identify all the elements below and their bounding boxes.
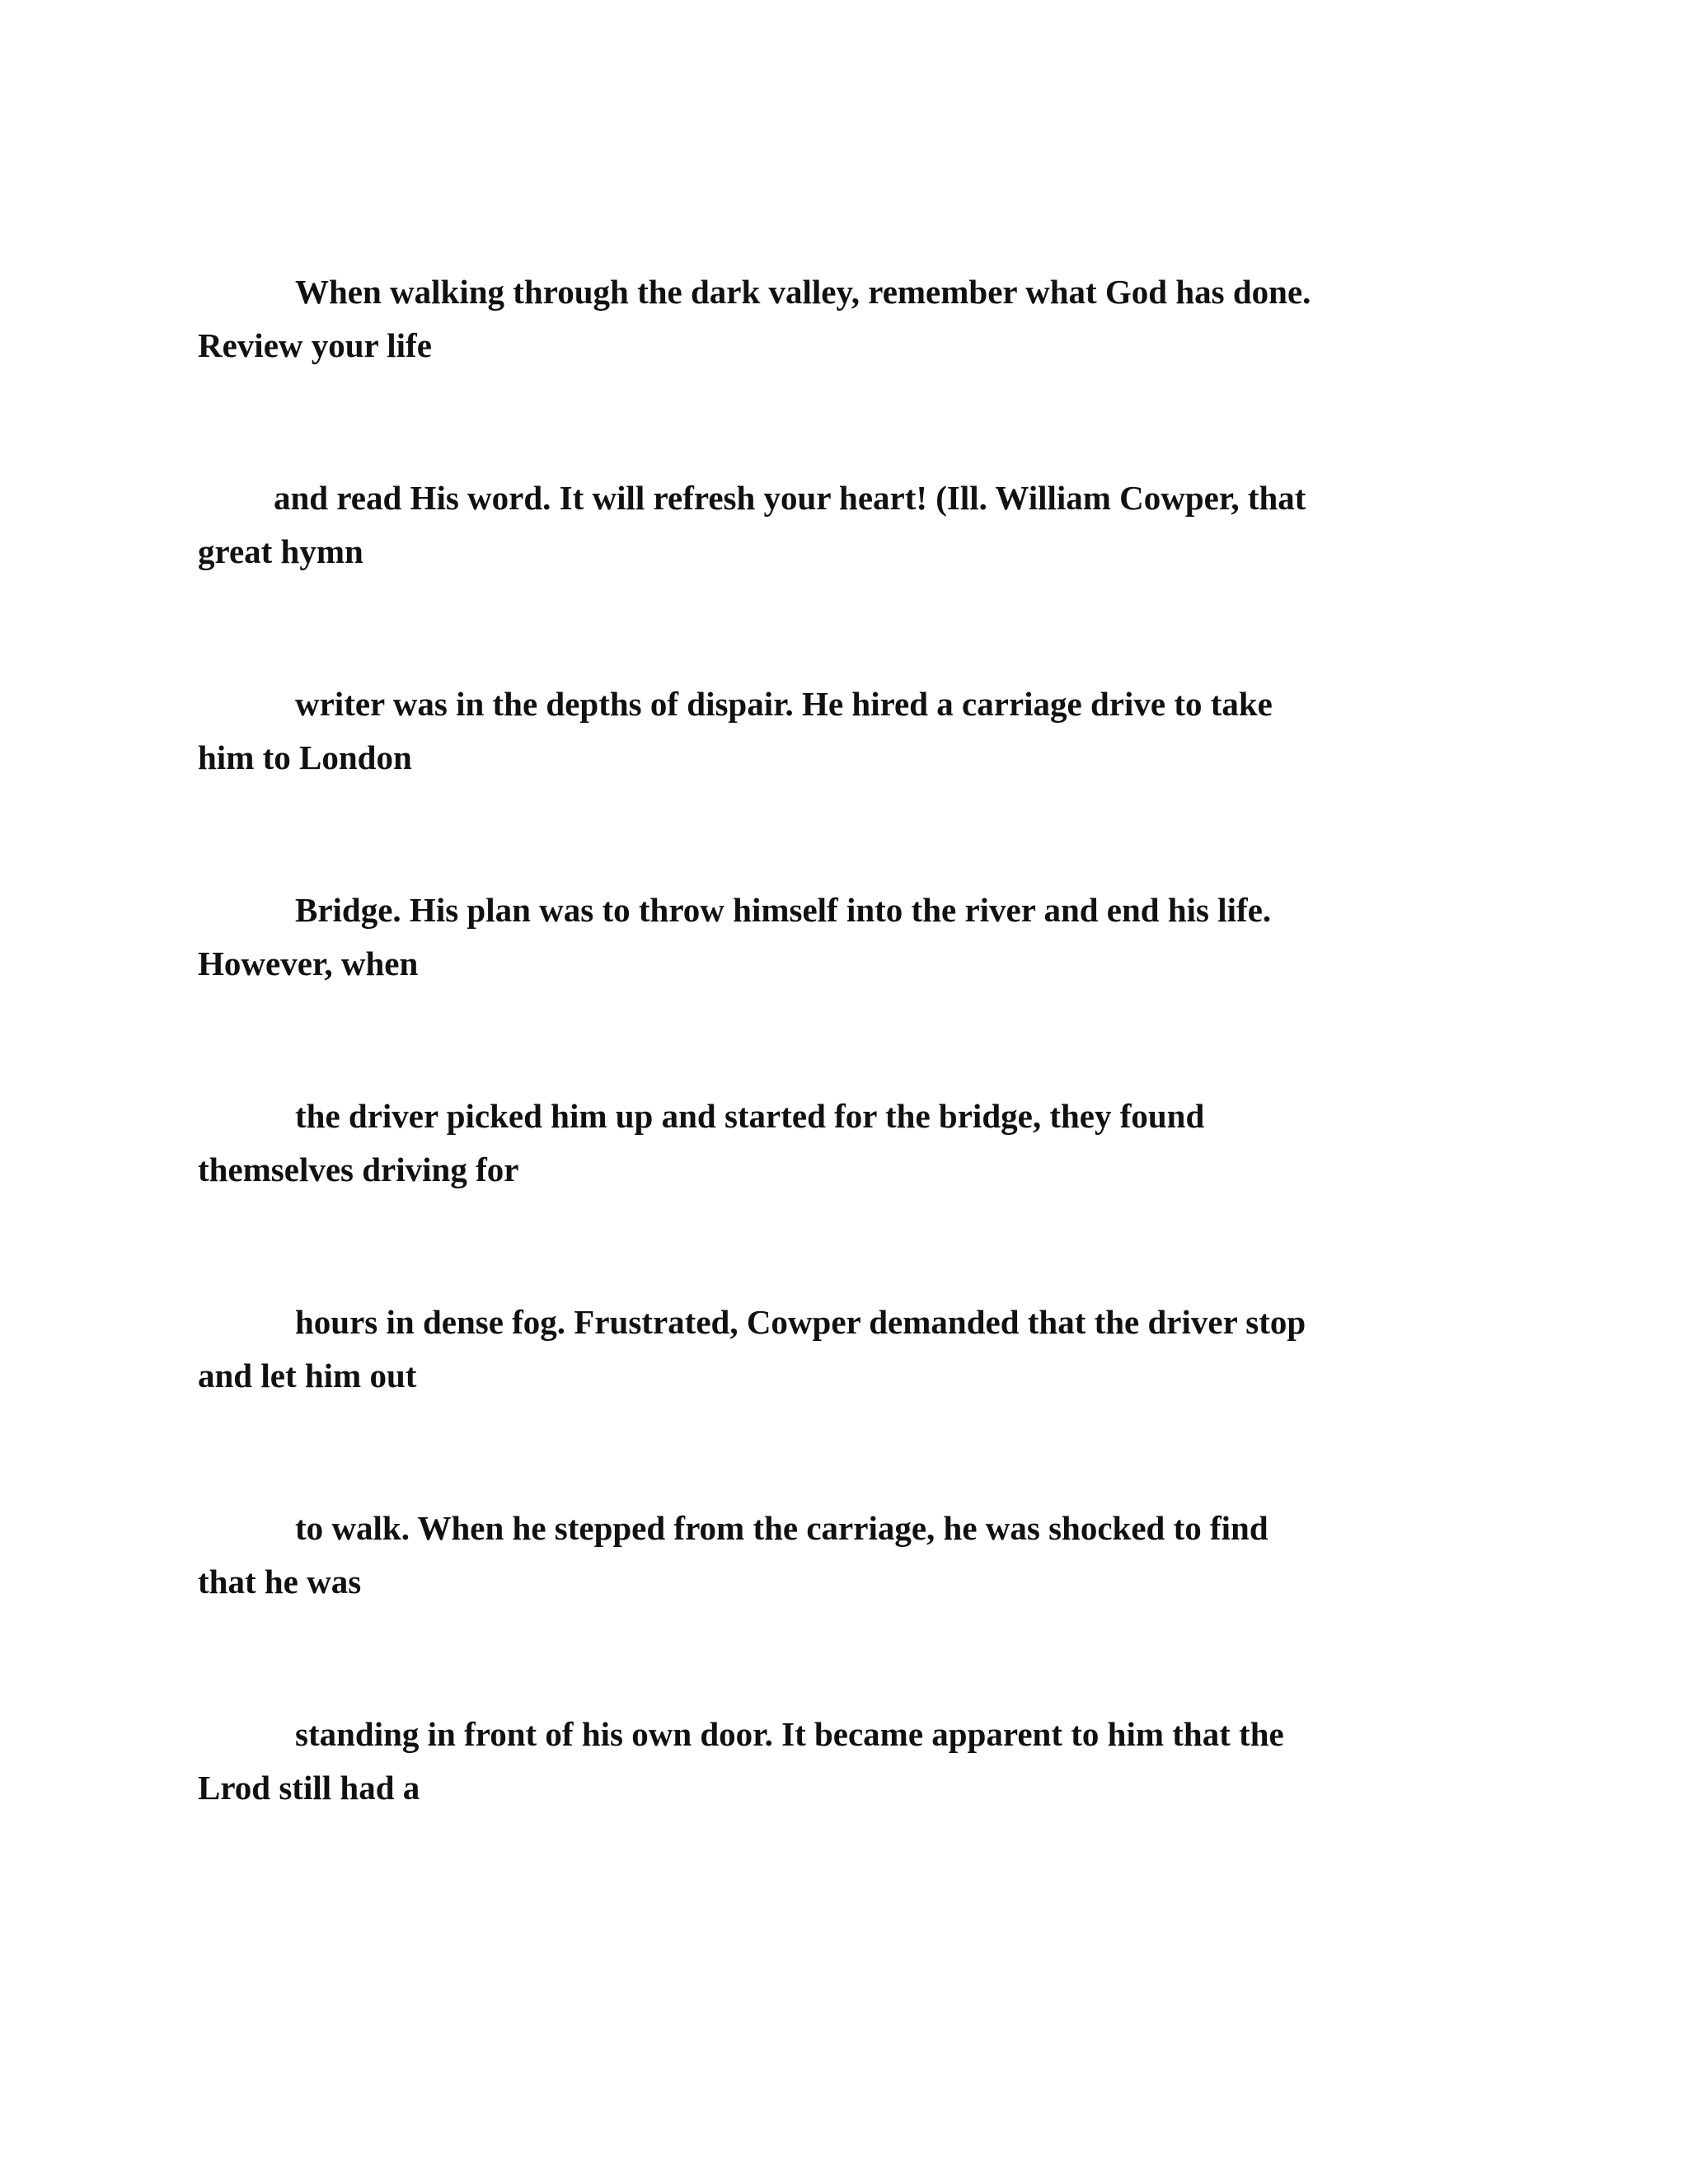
paragraph-line: great hymn <box>198 532 363 570</box>
paragraph-line: him to London <box>198 738 412 776</box>
paragraph-5 <box>198 1090 1500 1197</box>
paragraph-8 <box>198 1708 1500 1815</box>
paragraph-line: Bridge. His plan was to throw himself into the river and end his life. <box>295 891 1272 929</box>
paragraph-line: and read His word. It will refresh your heart! (Ill. William Cowper, that <box>274 479 1306 517</box>
paragraph-line: Review your life <box>198 326 432 364</box>
paragraph-2 <box>198 471 1500 579</box>
paragraph-4 <box>198 883 1500 991</box>
paragraph-line: to walk. When he stepped from the carriage, he was shocked to find <box>295 1509 1268 1547</box>
paragraph-line: hours in dense fog. Frustrated, Cowper demanded that the driver stop <box>295 1303 1306 1341</box>
paragraph-line: However, when <box>198 944 419 982</box>
paragraph-1 <box>198 265 1500 373</box>
paragraph-line: the driver picked him up and started for the bridge, they found <box>295 1097 1205 1135</box>
paragraph-line: standing in front of his own door. It became apparent to him that the <box>295 1715 1284 1753</box>
paragraph-7 <box>198 1502 1500 1609</box>
paragraph-6 <box>198 1296 1500 1403</box>
paragraph-3 <box>198 677 1500 785</box>
paragraph-line: and let him out <box>198 1357 417 1394</box>
paragraph-line: writer was in the depths of dispair. He hired a carriage drive to take <box>295 685 1273 723</box>
paragraph-line: When walking through the dark valley, remember what God has done. <box>295 273 1311 311</box>
paragraph-line: themselves driving for <box>198 1151 519 1188</box>
paragraph-line: that he was <box>198 1563 362 1601</box>
paragraph-line: Lrod still had a <box>198 1769 420 1807</box>
